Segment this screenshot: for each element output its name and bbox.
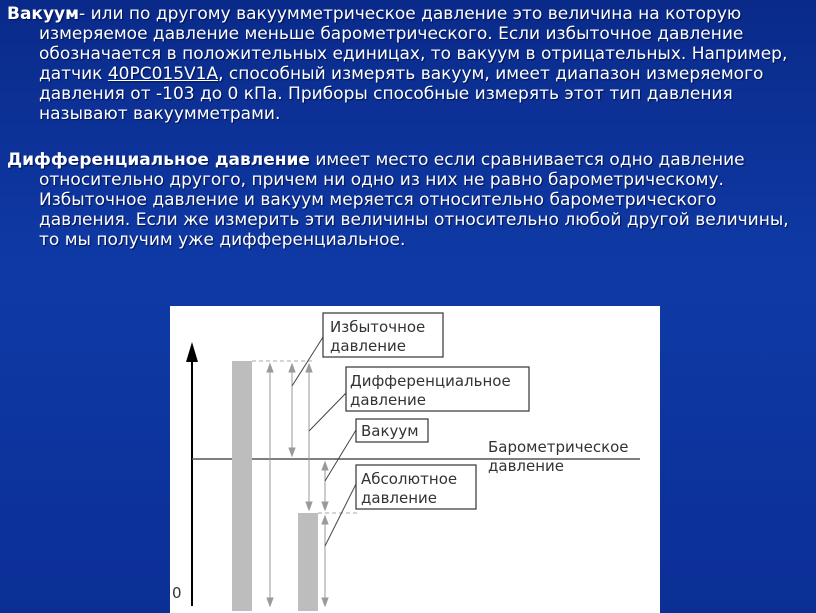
absolute-label-line1: Абсолютное xyxy=(361,470,458,488)
axis-zero-label: 0 xyxy=(172,584,182,602)
vacuum-text-part2: , способный измерять вакуум, имеет диапазон измеряемого давления от -103 до 0 кПа. Приборы способные измерять этот тип давления называют вакуумметрами. xyxy=(39,64,764,124)
dimension-arrows xyxy=(267,364,328,606)
barometric-label-line2: давление xyxy=(488,457,565,475)
differential-text: имеет место если сравнивается одно давление относительно другого, причем ни одно из них не равно барометрическому. Избыточное давление и вакуум меряется относительно барометрического давления. Если же измерить эти величины относительно любой другой величины, то мы получим уже дифференциальное. xyxy=(39,150,789,250)
differential-label-line2: давление xyxy=(350,391,427,409)
barometric-label-line1: Барометрическое xyxy=(488,438,629,456)
excess-label-line1: Избыточное xyxy=(330,318,426,336)
differential-term: Дифференциальное давление xyxy=(7,150,310,170)
vacuum-paragraph xyxy=(7,4,807,124)
absolute-label-line2: давление xyxy=(361,489,438,507)
differential-label-line1: Дифференциальное xyxy=(350,372,511,390)
differential-paragraph xyxy=(7,150,807,250)
vacuum-term: Вакуум xyxy=(7,4,80,24)
vacuum-pressure-bar xyxy=(298,513,318,611)
sensor-link[interactable]: 40PC015V1A xyxy=(107,64,219,84)
y-axis-arrow xyxy=(186,342,198,362)
pressure-diagram-svg xyxy=(170,306,660,613)
excess-pressure-bar xyxy=(232,361,252,611)
pressure-diagram xyxy=(170,306,660,613)
excess-label-line2: давление xyxy=(330,337,407,355)
vacuum-text-part1: - или по другому вакуумметрическое давление это величина на которую измеряемое давление меньше барометрического. Если избыточное давление обозначается в положительных единицах, то вакуум в отрицательных. Например, датчик xyxy=(39,4,788,84)
vacuum-label: Вакуум xyxy=(361,422,419,440)
